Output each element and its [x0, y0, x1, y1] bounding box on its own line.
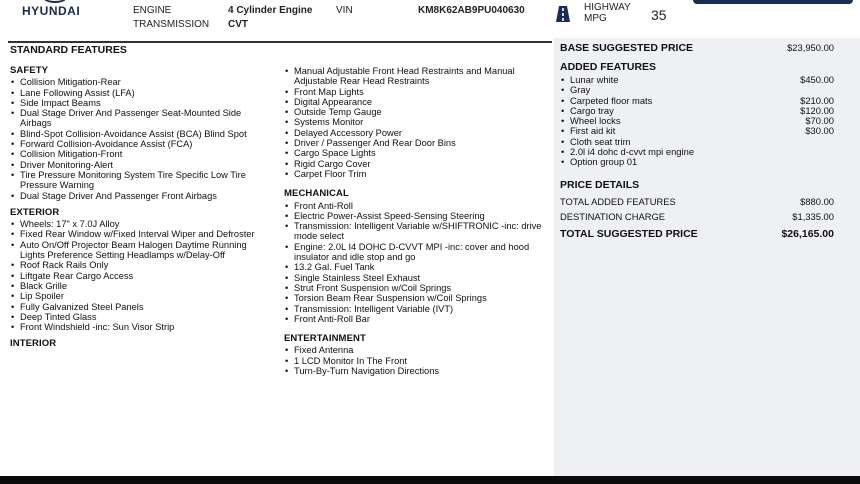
list-item: • Outside Temp Gauge [284, 107, 550, 117]
hyundai-logo-icon [44, 0, 66, 3]
engine-label: ENGINE [133, 5, 172, 16]
interior-continued [284, 66, 550, 179]
list-item: • Lip Spoiler [10, 291, 272, 301]
base-price-label: BASE SUGGESTED PRICE [560, 42, 694, 54]
mechanical-list [284, 201, 550, 325]
interior-section [10, 339, 272, 349]
list-item: • Collision Mitigation-Rear [10, 77, 272, 87]
list-item: • Dual Stage Driver And Passenger Seat-Mounted Side Airbags [10, 108, 272, 129]
entertainment-list [284, 345, 550, 376]
list-item: • Cloth seat trim [560, 137, 760, 147]
list-item: • Transmission: Intelligent Variable (IVT) [284, 304, 550, 314]
engine-value: 4 Cylinder Engine [228, 5, 313, 16]
list-item: • Systems Monitor [284, 117, 550, 127]
mpg-value: 35 [651, 7, 667, 23]
mpg-label: HIGHWAY MPG [584, 2, 631, 24]
vin-value: KM8K62AB9PU040630 [418, 5, 525, 16]
added-features-prices [554, 75, 860, 137]
list-item: • Single Stainless Steel Exhaust [284, 273, 550, 283]
total-price-label: TOTAL SUGGESTED PRICE [560, 228, 698, 240]
transmission-label: TRANSMISSION [133, 19, 210, 30]
list-item: • Digital Appearance [284, 97, 550, 107]
interior-list [284, 66, 550, 179]
list-item: • First aid kit [560, 126, 760, 136]
list-item: • Side Impact Beams [10, 98, 272, 108]
list-item: • Fixed Rear Window w/Fixed Interval Wiper and Defroster [10, 229, 272, 239]
list-item: • Cargo Space Lights [284, 148, 550, 158]
price-cell: $30.00 [805, 125, 834, 137]
list-item: • Option group 01 [560, 157, 760, 167]
list-item: • Turn-By-Turn Navigation Directions [284, 366, 550, 376]
list-item: • 1 LCD Monitor In The Front [284, 356, 550, 366]
list-item: • Auto On/Off Projector Beam Halogen Daytime Running Lights Preference Setting Headlamps w/Delay-Off [10, 240, 272, 261]
exterior-section [10, 208, 272, 333]
pricing-panel [554, 38, 860, 476]
list-item: • Electric Power-Assist Speed-Sensing Steering [284, 211, 550, 221]
list-item: • Carpet Floor Trim [284, 169, 550, 179]
entertainment-section [284, 334, 550, 376]
list-item: • Front Anti-Roll Bar [284, 314, 550, 324]
list-item: • 2.0l i4 dohc d-cvvt mpi engine [560, 147, 760, 157]
list-item: • Delayed Accessory Power [284, 128, 550, 138]
list-item: • Wheel locks [560, 116, 760, 126]
header-bar [0, 0, 860, 38]
highway-road-icon [556, 6, 570, 22]
list-item: • 13.2 Gal. Fuel Tank [284, 262, 550, 272]
list-item: • Forward Collision-Avoidance Assist (FCA) [10, 139, 272, 149]
list-item: • Front Windshield -inc: Sun Visor Strip [10, 322, 272, 332]
list-item: • Lunar white [560, 75, 760, 85]
added-features-title: ADDED FEATURES [560, 61, 657, 73]
list-item: • Transmission: Intelligent Variable w/SHIFTRONIC -inc: drive mode select [284, 221, 550, 242]
base-price-value: $23,950.00 [787, 42, 834, 53]
destination-label: DESTINATION CHARGE [560, 211, 666, 222]
list-item: • Front Map Lights [284, 87, 550, 97]
list-item: • Strut Front Suspension w/Coil Springs [284, 283, 550, 293]
exterior-title: EXTERIOR [10, 206, 60, 218]
features-left-column [10, 66, 272, 357]
mechanical-section [284, 189, 550, 324]
list-item: • Manual Adjustable Front Head Restraints and Manual Adjustable Rear Head Restraints [284, 66, 550, 87]
list-item: • Gray [560, 85, 760, 95]
list-item: • Wheels: 17" x 7.0J Alloy [10, 219, 272, 229]
destination-value: $1,335.00 [792, 211, 834, 222]
safety-list [10, 77, 272, 201]
vin-label: VIN [336, 5, 353, 16]
list-item: • Roof Rack Rails Only [10, 260, 272, 270]
price-cell: $210.00 [800, 94, 834, 106]
list-item: • Blind-Spot Collision-Avoidance Assist (BCA) Blind Spot [10, 129, 272, 139]
price-cell: $70.00 [805, 115, 834, 127]
list-item: • Rigid Cargo Cover [284, 159, 550, 169]
list-item: • Front Anti-Roll [284, 201, 550, 211]
list-item: • Fully Galvanized Steel Panels [10, 302, 272, 312]
list-item: • Torsion Beam Rear Suspension w/Coil Springs [284, 293, 550, 303]
brand-logo: HYUNDAI [22, 4, 81, 18]
mechanical-title: MECHANICAL [284, 188, 349, 200]
entertainment-title: ENTERTAINMENT [284, 333, 366, 345]
safety-title: SAFETY [10, 65, 49, 76]
price-details-title: PRICE DETAILS [560, 179, 640, 191]
list-item: • Lane Following Assist (LFA) [10, 88, 272, 98]
list-item: • Fixed Antenna [284, 345, 550, 355]
list-item: • Cargo tray [560, 106, 760, 116]
list-item: • Black Grille [10, 281, 272, 291]
list-item: • Driver Monitoring-Alert [10, 160, 272, 170]
safety-section [10, 66, 272, 201]
list-item: • Dual Stage Driver And Passenger Front Airbags [10, 191, 272, 201]
price-cell: $450.00 [800, 74, 834, 85]
list-item: • Engine: 2.0L I4 DOHC D-CVVT MPI -inc: cover and hood insulator and idle stop and go [284, 242, 550, 263]
transmission-value: CVT [228, 19, 248, 30]
interior-title: INTERIOR [10, 338, 57, 350]
list-item: • Deep Tinted Glass [10, 312, 272, 322]
standard-features-title: STANDARD FEATURES [10, 44, 127, 56]
list-item: • Driver / Passenger And Rear Door Bins [284, 138, 550, 148]
total-added-value: $880.00 [800, 196, 834, 207]
total-added-label: TOTAL ADDED FEATURES [560, 196, 676, 207]
divider [8, 41, 552, 43]
header-action-button[interactable] [693, 0, 853, 4]
list-item: • Liftgate Rear Cargo Access [10, 271, 272, 281]
list-item: • Carpeted floor mats [560, 96, 760, 106]
total-price-value: $26,165.00 [781, 228, 834, 240]
list-item: • Tire Pressure Monitoring System Tire Specific Low Tire Pressure Warning [10, 170, 272, 191]
list-item: • Collision Mitigation-Front [10, 149, 272, 159]
bottom-bar [0, 476, 860, 484]
features-middle-column [284, 66, 550, 383]
exterior-list [10, 219, 272, 332]
price-cell: $120.00 [800, 104, 834, 116]
